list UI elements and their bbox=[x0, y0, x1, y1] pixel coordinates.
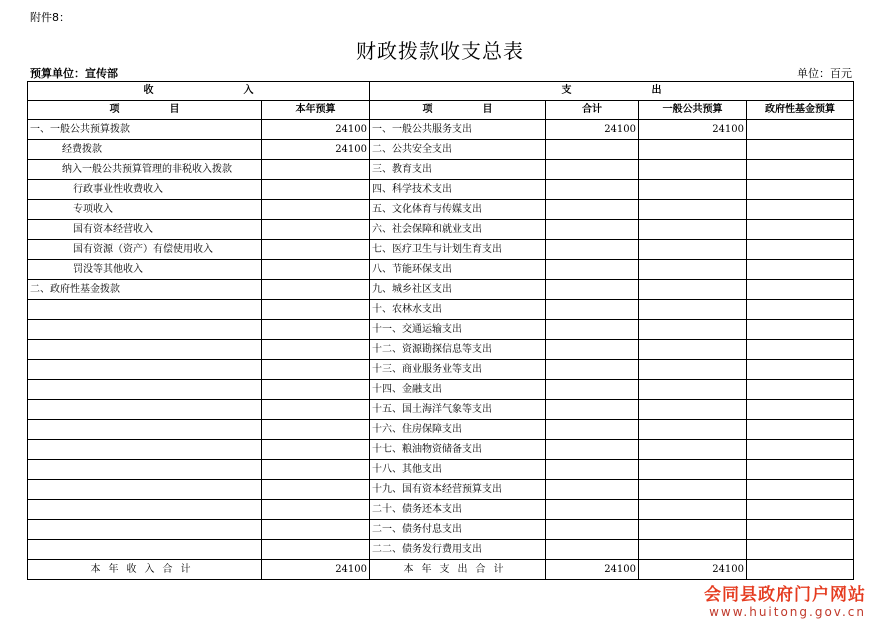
gov-fund-cell bbox=[747, 500, 854, 520]
income-section-header: 收 入 bbox=[28, 82, 370, 101]
expense-total-cell bbox=[546, 200, 639, 220]
income-item-header: 项 目 bbox=[28, 101, 262, 120]
income-item-cell bbox=[28, 460, 262, 480]
expense-item-cell: 二十、债务还本支出 bbox=[370, 500, 546, 520]
general-budget-cell bbox=[639, 160, 747, 180]
income-item-cell: 纳入一般公共预算管理的非税收入拨款 bbox=[28, 160, 262, 180]
gov-fund-cell bbox=[747, 180, 854, 200]
expense-total-label: 本年支出合计 bbox=[370, 560, 546, 580]
income-amount-cell bbox=[262, 400, 370, 420]
expense-item-cell: 十七、粮油物资储备支出 bbox=[370, 440, 546, 460]
general-budget-cell bbox=[639, 420, 747, 440]
general-budget-cell bbox=[639, 400, 747, 420]
gov-fund-total bbox=[747, 560, 854, 580]
income-amount-cell bbox=[262, 220, 370, 240]
income-item-cell bbox=[28, 320, 262, 340]
expense-total-cell bbox=[546, 160, 639, 180]
general-budget-cell bbox=[639, 320, 747, 340]
total-header: 合计 bbox=[546, 101, 639, 120]
gov-fund-cell bbox=[747, 320, 854, 340]
general-budget-cell bbox=[639, 280, 747, 300]
expense-total-cell bbox=[546, 340, 639, 360]
income-amount-cell bbox=[262, 480, 370, 500]
page-title: 财政拨款收支总表 bbox=[356, 39, 524, 63]
expense-item-cell: 十三、商业服务业等支出 bbox=[370, 360, 546, 380]
gov-fund-cell bbox=[747, 440, 854, 460]
general-budget-cell bbox=[639, 520, 747, 540]
expense-total-cell bbox=[546, 420, 639, 440]
general-budget-cell bbox=[639, 180, 747, 200]
income-item-cell bbox=[28, 420, 262, 440]
expense-total-cell: 24100 bbox=[546, 120, 639, 140]
income-amount-cell bbox=[262, 260, 370, 280]
income-item-cell: 罚没等其他收入 bbox=[28, 260, 262, 280]
gov-fund-cell bbox=[747, 140, 854, 160]
expense-item-cell: 三、教育支出 bbox=[370, 160, 546, 180]
table-row bbox=[28, 260, 854, 280]
expense-total-cell bbox=[546, 320, 639, 340]
table-row bbox=[28, 520, 854, 540]
income-amount-cell bbox=[262, 180, 370, 200]
gov-fund-cell bbox=[747, 400, 854, 420]
general-budget-cell: 24100 bbox=[639, 120, 747, 140]
expense-item-cell: 一、一般公共服务支出 bbox=[370, 120, 546, 140]
table-row bbox=[28, 180, 854, 200]
income-item-cell: 经费拨款 bbox=[28, 140, 262, 160]
table-row bbox=[28, 160, 854, 180]
expense-total-cell bbox=[546, 180, 639, 200]
general-budget-cell bbox=[639, 460, 747, 480]
expense-total-cell bbox=[546, 520, 639, 540]
income-item-cell bbox=[28, 540, 262, 560]
income-amount-cell bbox=[262, 280, 370, 300]
income-item-cell: 国有资本经营收入 bbox=[28, 220, 262, 240]
gov-fund-cell bbox=[747, 260, 854, 280]
expense-item-cell: 七、医疗卫生与计划生育支出 bbox=[370, 240, 546, 260]
gov-fund-cell bbox=[747, 520, 854, 540]
table-row bbox=[28, 380, 854, 400]
table-row bbox=[28, 400, 854, 420]
header-row-sections bbox=[28, 82, 854, 101]
income-amount-cell: 24100 bbox=[262, 140, 370, 160]
income-total-label: 本年收入合计 bbox=[28, 560, 262, 580]
expense-item-cell: 十九、国有资本经营预算支出 bbox=[370, 480, 546, 500]
table-row bbox=[28, 320, 854, 340]
gov-fund-cell bbox=[747, 200, 854, 220]
expense-item-cell: 四、科学技术支出 bbox=[370, 180, 546, 200]
general-budget-cell bbox=[639, 480, 747, 500]
income-amount-cell bbox=[262, 360, 370, 380]
gov-fund-budget-header: 政府性基金预算 bbox=[747, 101, 854, 120]
general-budget-cell bbox=[639, 540, 747, 560]
income-amount-cell bbox=[262, 500, 370, 520]
expense-item-cell: 十二、资源勘探信息等支出 bbox=[370, 340, 546, 360]
expense-total-cell bbox=[546, 300, 639, 320]
expense-item-cell: 九、城乡社区支出 bbox=[370, 280, 546, 300]
income-amount-cell bbox=[262, 520, 370, 540]
attachment-label: 附件8： bbox=[30, 11, 70, 24]
expense-item-cell: 六、社会保障和就业支出 bbox=[370, 220, 546, 240]
general-budget-header: 一般公共预算 bbox=[639, 101, 747, 120]
expense-total-cell bbox=[546, 240, 639, 260]
general-budget-cell bbox=[639, 240, 747, 260]
income-item-cell bbox=[28, 440, 262, 460]
expense-item-cell: 二一、债务付息支出 bbox=[370, 520, 546, 540]
table-row bbox=[28, 240, 854, 260]
expense-item-cell: 八、节能环保支出 bbox=[370, 260, 546, 280]
income-amount-cell: 24100 bbox=[262, 120, 370, 140]
table-row bbox=[28, 540, 854, 560]
expense-total-cell bbox=[546, 220, 639, 240]
general-budget-cell bbox=[639, 380, 747, 400]
gov-fund-cell bbox=[747, 480, 854, 500]
general-budget-cell bbox=[639, 140, 747, 160]
gov-fund-cell bbox=[747, 460, 854, 480]
expense-item-cell: 十一、交通运输支出 bbox=[370, 320, 546, 340]
income-item-cell bbox=[28, 520, 262, 540]
income-amount-cell bbox=[262, 160, 370, 180]
expense-total-cell bbox=[546, 280, 639, 300]
totals-row bbox=[28, 560, 854, 580]
income-item-cell bbox=[28, 380, 262, 400]
table-row bbox=[28, 440, 854, 460]
watermark-url: www.huitong.gov.cn bbox=[709, 605, 866, 619]
expense-total-cell bbox=[546, 540, 639, 560]
expense-total-cell bbox=[546, 140, 639, 160]
expense-total-cell bbox=[546, 460, 639, 480]
income-amount-cell bbox=[262, 540, 370, 560]
gov-fund-cell bbox=[747, 540, 854, 560]
expense-item-cell: 十、农林水支出 bbox=[370, 300, 546, 320]
header-row-columns bbox=[28, 101, 854, 120]
general-budget-cell bbox=[639, 260, 747, 280]
gov-fund-cell bbox=[747, 240, 854, 260]
watermark bbox=[704, 580, 866, 619]
general-budget-cell bbox=[639, 340, 747, 360]
expense-item-cell: 五、文化体育与传媒支出 bbox=[370, 200, 546, 220]
expense-total-amount: 24100 bbox=[546, 560, 639, 580]
table-row bbox=[28, 360, 854, 380]
table-row bbox=[28, 500, 854, 520]
expense-item-cell: 二二、债务发行费用支出 bbox=[370, 540, 546, 560]
gov-fund-cell bbox=[747, 380, 854, 400]
expense-item-header: 项 目 bbox=[370, 101, 546, 120]
income-item-cell: 国有资源（资产）有偿使用收入 bbox=[28, 240, 262, 260]
general-budget-cell bbox=[639, 500, 747, 520]
gov-fund-cell bbox=[747, 360, 854, 380]
table-row bbox=[28, 420, 854, 440]
table-row bbox=[28, 140, 854, 160]
expense-total-cell bbox=[546, 480, 639, 500]
fiscal-summary-table bbox=[27, 81, 854, 580]
table-row bbox=[28, 460, 854, 480]
income-item-cell: 二、政府性基金拨款 bbox=[28, 280, 262, 300]
general-budget-cell bbox=[639, 360, 747, 380]
expense-item-cell: 二、公共安全支出 bbox=[370, 140, 546, 160]
income-item-cell bbox=[28, 300, 262, 320]
income-amount-cell bbox=[262, 440, 370, 460]
general-budget-cell bbox=[639, 300, 747, 320]
table-row bbox=[28, 280, 854, 300]
expense-total-cell bbox=[546, 500, 639, 520]
expense-total-cell bbox=[546, 260, 639, 280]
gov-fund-cell bbox=[747, 220, 854, 240]
income-amount-cell bbox=[262, 460, 370, 480]
expense-total-cell bbox=[546, 400, 639, 420]
table-row bbox=[28, 300, 854, 320]
expense-total-cell bbox=[546, 360, 639, 380]
table-row bbox=[28, 220, 854, 240]
general-budget-cell bbox=[639, 220, 747, 240]
income-amount-cell bbox=[262, 300, 370, 320]
expense-item-cell: 十六、住房保障支出 bbox=[370, 420, 546, 440]
expense-total-cell bbox=[546, 380, 639, 400]
income-amount-cell bbox=[262, 200, 370, 220]
table-row bbox=[28, 480, 854, 500]
expense-item-cell: 十四、金融支出 bbox=[370, 380, 546, 400]
general-budget-cell bbox=[639, 200, 747, 220]
income-total-amount: 24100 bbox=[262, 560, 370, 580]
currency-unit-label: 单位：百元 bbox=[797, 67, 852, 80]
general-budget-cell bbox=[639, 440, 747, 460]
gov-fund-cell bbox=[747, 340, 854, 360]
income-item-cell: 一、一般公共预算拨款 bbox=[28, 120, 262, 140]
gov-fund-cell bbox=[747, 160, 854, 180]
gov-fund-cell bbox=[747, 280, 854, 300]
income-item-cell bbox=[28, 360, 262, 380]
gov-fund-cell bbox=[747, 300, 854, 320]
expense-total-cell bbox=[546, 440, 639, 460]
budget-unit-label: 预算单位：宣传部 bbox=[30, 67, 118, 80]
income-amount-cell bbox=[262, 340, 370, 360]
income-item-cell: 行政事业性收费收入 bbox=[28, 180, 262, 200]
income-amount-cell bbox=[262, 380, 370, 400]
income-amount-cell bbox=[262, 320, 370, 340]
table-row bbox=[28, 120, 854, 140]
gov-fund-cell bbox=[747, 120, 854, 140]
expense-section-header: 支 出 bbox=[370, 82, 854, 101]
income-item-cell bbox=[28, 480, 262, 500]
table-row bbox=[28, 200, 854, 220]
table-row bbox=[28, 340, 854, 360]
expense-item-cell: 十五、国土海洋气象等支出 bbox=[370, 400, 546, 420]
income-budget-header: 本年预算 bbox=[262, 101, 370, 120]
expense-item-cell: 十八、其他支出 bbox=[370, 460, 546, 480]
income-item-cell: 专项收入 bbox=[28, 200, 262, 220]
income-amount-cell bbox=[262, 420, 370, 440]
general-budget-total: 24100 bbox=[639, 560, 747, 580]
income-item-cell bbox=[28, 500, 262, 520]
gov-fund-cell bbox=[747, 420, 854, 440]
watermark-site-name: 会同县政府门户网站 bbox=[704, 585, 866, 605]
income-item-cell bbox=[28, 340, 262, 360]
income-amount-cell bbox=[262, 240, 370, 260]
income-item-cell bbox=[28, 400, 262, 420]
